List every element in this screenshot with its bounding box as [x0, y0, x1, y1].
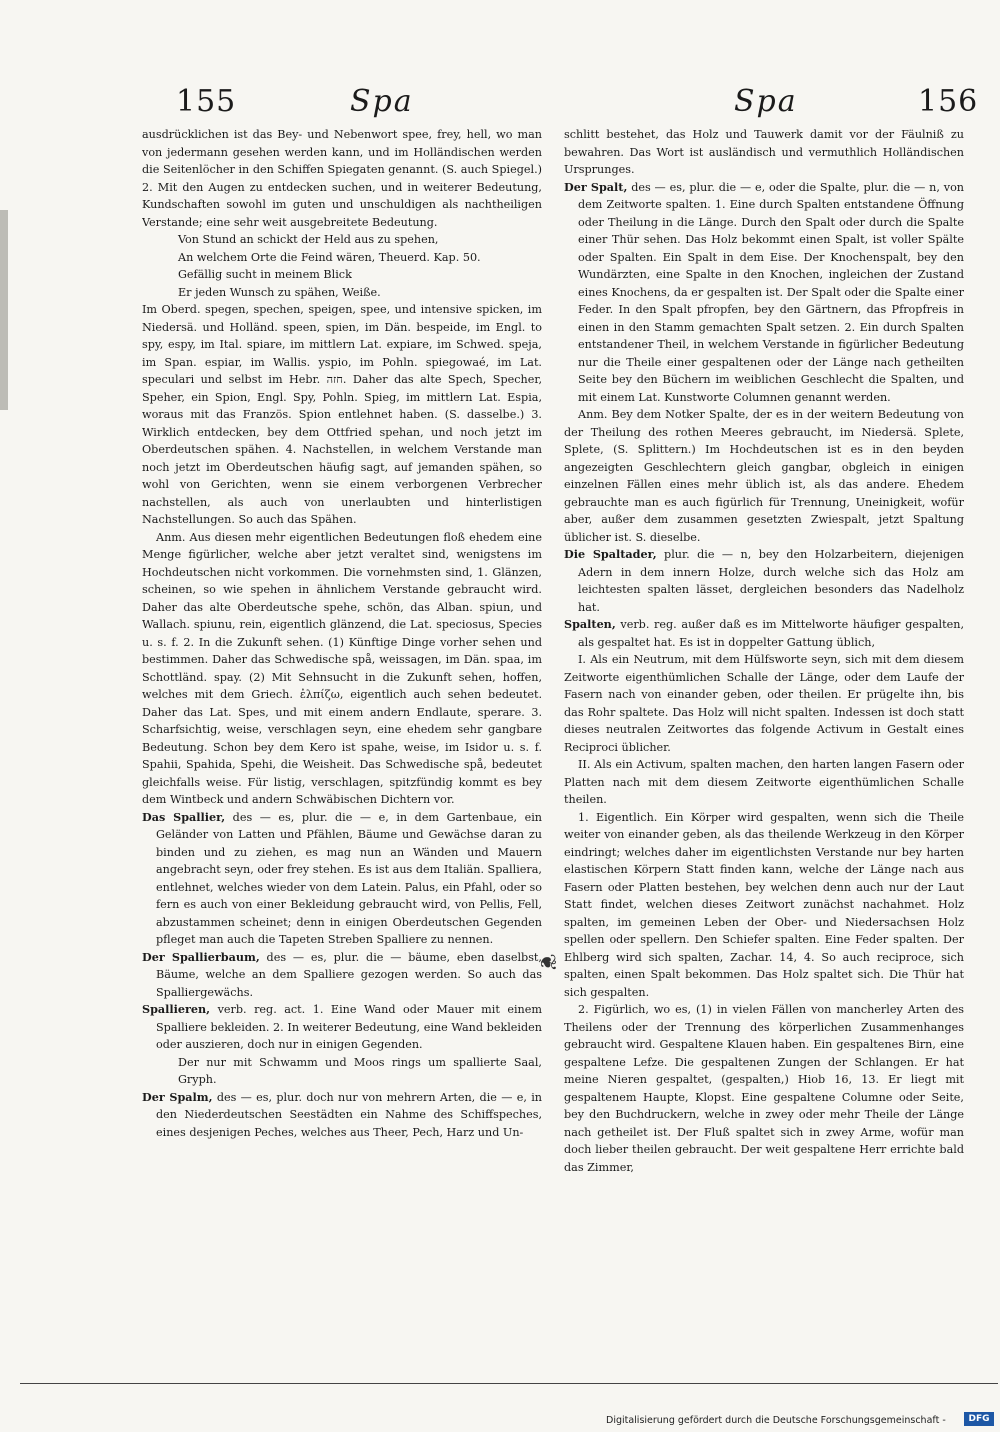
- paragraph-text: Anm. Aus diesen mehr eigentlichen Bedeutungen floß ehedem eine Menge figürlicher, welche aber jetzt veraltet sind, wenigstens im Hochdeutschen nicht vorkommen. Die vornehmsten sind, 1. Glänzen, scheinen, so wie spehen in ähnlichem Verstande gebraucht wird. Daher das alte Oberdeutsche spehe, schön, das Alban. spiun, und Wallach. spiunu, rein, eigentlich glänzend, die Lat. speciosus, Species u. s. f. 2. In die Zukunft sehen. (1) Künftige Dinge vorher sehen und bestimmen. Daher das Schwedische spå, weissagen, im Dän. spaa, im Schottländ. spay. (2) Mit Sehnsucht in die Zukunft sehen, hoffen, welches mit dem Griech. ἐλπίζω, eigentlich auch sehen bedeutet. Daher das Lat. Spes, und mit einem andern Endlaute, sperare. 3. Scharfsichtig, weise, verschlagen seyn, eine ehedem sehr gangbare Bedeutung. Schon bey dem Kero ist spahe, weise, im Isidor u. s. f. Spahii, Spahida, Spehi, die Weisheit. Das Schwedische spå, bedeutet gleichfalls weise. Für listig, verschlagen, spitzfündig kommt es bey dem Wintbeck und andern Schwäbischen Dichtern vor.: [142, 530, 542, 806]
- paragraph-text: Anm. Bey dem Notker Spalte, der es in der weitern Bedeutung von der Theilung des rothen Meeres gebraucht, im Niedersä. Splete, Splete, (S. Splittern.) Im Hochdeutschen ist es in den beyden angezeigten Geschlechtern gleich gangbar, obgleich in einigen einzelnen Fällen eines mehr üblich ist, als das andere. Ehedem gebrauchte man es auch figürlich für Trennung, Uneinigkeit, wofür aber, außer dem zusammen gesetzten Zwiespalt, jetzt Spaltung üblicher ist. S. dieselbe.: [564, 408, 964, 544]
- paragraph-text: verb. reg. act. 1. Eine Wand oder Mauer mit einem Spalliere bekleiden. 2. In weiterer Bedeutung, eine Wand bekleiden oder auszieren, doch nur in einigen Gegenden.: [156, 1003, 542, 1051]
- paragraph-text: des — es, plur. die — e, oder die Spalte, plur. die — n, von dem Zeitworte spalten. 1. Eine durch Spalten entstandene Öffnung oder Theilung in die Länge. Durch den Spalt oder durch die Spalte einer Thür sehen. Das Holz bekommt einen Spalt, ist voller Spälte oder Spalten. Ein Spalt in dem Eise. Der Knochenspalt, bey den Wundärzten, eine Spalte in den Knochen, ingleichen der Zustand eines Knochens, da er gespalten ist. Der Spalt oder die Spalte einer Feder. In den Spalt pfropfen, bey den Gärtnern, das Pfropfreis in einen in den Stamm gemachten Spalt setzen. 2. Ein durch Spalten entstandener Theil, in welchem Verstande in figürlicher Bedeutung nur die Theile einer gespaltenen oder der Länge nach getheilten Seite bey den Büchern im weiblichen Geschlecht die Spalten, und mit einem Lat. Kunstworte Columnen genannt werden.: [578, 180, 964, 404]
- paragraph: [142, 529, 542, 809]
- left-page-number: 155: [176, 84, 237, 119]
- paragraph: [142, 266, 542, 284]
- right-page-number: 156: [918, 84, 979, 119]
- paragraph: [142, 1054, 542, 1089]
- paragraph-text: Er jeden Wunsch zu spähen, Weiße.: [178, 285, 381, 299]
- paragraph-text: des — es, plur. die — e, in dem Gartenbaue, ein Geländer von Latten und Pfählen, Bäume und Gewächse daran zu binden und zu ziehen, es mag nun an Wänden und Mauern angebracht seyn, oder frey stehen. Es ist aus dem Italiän. Spalliera, entlehnet, welches wieder von dem Latein. Palus, ein Pfahl, oder so fern es auch von einer Bekleidung gebraucht wird, von Pellis, Fell, abzustammen scheinet; denn in einigen Oberdeutschen Gegenden pfleget man auch die Tapeten Streben Spalliere zu nennen.: [156, 810, 542, 946]
- entry-headword: Spalten,: [564, 617, 616, 631]
- paragraph: [142, 809, 542, 949]
- paragraph: [564, 1001, 964, 1176]
- dfg-logo: DFG: [964, 1412, 994, 1426]
- right-text-column: [564, 126, 964, 1346]
- entry-headword: Spallieren,: [142, 1002, 211, 1016]
- paragraph-text: An welchem Orte die Feind wären, Theuerd. Kap. 50.: [178, 250, 481, 264]
- paragraph: [564, 406, 964, 546]
- entry-headword: Die Spaltader,: [564, 547, 657, 561]
- paragraph: [142, 231, 542, 249]
- paragraph-text: verb. reg. außer daß es im Mittelworte häufiger gespalten, als gespaltet hat. Es ist in doppelter Gattung üblich,: [578, 618, 964, 649]
- paragraph: [142, 949, 542, 1002]
- left-text-column: [142, 126, 542, 1206]
- paragraph-text: 2. Figürlich, wo es, (1) in vielen Fällen von mancherley Arten des Theilens oder der Trennung des körperlichen Zusammenhanges gebraucht wird. Gespaltene Klauen haben. Ein gespaltenes Birn, eine gespaltene Lefze. Die gespaltenen Zungen der Schlangen. Er hat meine Nieren gespaltet, (gespalten,) Hiob 16, 13. Er liegt mit gespaltenem Haupte, Klopst. Eine gespaltene Columne oder Seite, bey den Buchdruckern, welche in zwey oder mehr Theile der Länge nach getheilet ist. Der Fluß spaltet sich in zwey Arme, wofür man doch lieber theilen gebraucht. Der weit gespaltene Herr errichte bald das Zimmer,: [564, 1003, 964, 1174]
- footer-rule: [20, 1383, 998, 1384]
- paragraph: [564, 546, 964, 616]
- paragraph: [142, 1001, 542, 1054]
- paragraph-text: Im Oberd. spegen, spechen, speigen, spee, und intensive spicken, im Niedersä. und Holländ. speen, spien, im Dän. bespeide, im Engl. to spy, espy, im Ital. spiare, im mittlern Lat. expiare, im Schwed. speja, im Span. espiar, im Wallis. yspio, im Pohln. spiegowaé, im Lat. speculari und selbst im Hebr. חזה. Daher das alte Spech, Specher, Speher, ein Spion, Engl. Spy, Pohln. Spieg, im mittlern Lat. Espia, woraus mit das Französ. Spion entlehnet haben. (S. dasselbe.) 3. Wirklich entdecken, bey dem Ottfried spehan, und noch jetzt im Oberdeutschen spähen. 4. Nachstellen, in welchem Verstande man noch jetzt im Oberdeutschen häufig sagt, auf jemanden spähen, so wohl von Gerichten, wenn sie einem verborgenen Verbrecher nachstellen, als auch von unerlaubten und hinterlistigen Nachstellungen. So auch das Spähen.: [142, 303, 542, 526]
- entry-headword: Der Spalm,: [142, 1089, 213, 1104]
- paragraph-text: schlitt bestehet, das Holz und Tauwerk damit vor der Fäulniß zu bewahren. Das Wort ist ausländisch und vermuthlich Holländischen Ursprunges.: [564, 128, 964, 176]
- entry-headword: Der Spalt,: [564, 179, 628, 194]
- paragraph-text: des — es, plur. die — bäume, eben daselbst, Bäume, welche an dem Spalliere gezogen werden. So auch das Spalliergewächs.: [156, 950, 542, 999]
- entry-headword: Der Spallierbaum,: [142, 949, 260, 964]
- digitization-credit: Digitalisierung gefördert durch die Deutsche Forschungsgemeinschaft -: [606, 1415, 946, 1426]
- paragraph: [142, 284, 542, 302]
- paragraph-text: ausdrücklichen ist das Bey- und Nebenwort spee, frey, hell, wo man von jedermann gesehen werden kann, und im Holländischen werden die Seitenlöcher in den Schiffen Spiegaten genannt. (S. auch Spiegel.) 2. Mit den Augen zu entdecken suchen, und in weiterer Bedeutung, Kundschaften sowohl im guten und unschuldigen als nachtheiligen Verstande; eine sehr weit ausgebreitete Bedeutung.: [142, 128, 542, 229]
- paragraph: [564, 809, 964, 1002]
- paragraph: [564, 651, 964, 756]
- paragraph-text: II. Als ein Activum, spalten machen, den harten langen Fasern oder Platten nach mit dem diesem Zeitworte eigenthümlichen Schalle theilen.: [564, 758, 964, 806]
- paragraph-text: Der nur mit Schwamm und Moos rings um spallierte Saal, Gryph.: [178, 1055, 542, 1086]
- paragraph: [564, 616, 964, 651]
- paragraph-text: I. Als ein Neutrum, mit dem Hülfsworte seyn, sich mit dem diesem Zeitworte eigenthümlichen Schalle der Länge, oder dem Laufe der Fasern nach von einander geben, oder theilen. Er prügelte ihn, bis das Rohr spaltete. Das Holz will nicht spalten. Indessen ist doch statt dieses neutralen Zeitwortes das folgende Activum in Gestalt eines Reciproci üblicher.: [564, 653, 964, 754]
- right-running-head: Spa: [734, 84, 798, 119]
- paragraph: [564, 126, 964, 179]
- paragraph-text: Gefällig sucht in meinem Blick: [178, 268, 352, 281]
- paragraph: [564, 179, 964, 407]
- scan-edge-shadow: [0, 210, 8, 410]
- paragraph-text: plur. die — n, bey den Holzarbeitern, diejenigen Adern in dem innern Holze, durch welche sich das Holz am leichtesten spalten lässet, dergleichen besonders das Nadelholz hat.: [578, 548, 964, 614]
- paragraph-text: 1. Eigentlich. Ein Körper wird gespalten, wenn sich die Theile weiter von einander geben, als das theilende Werkzeug in den Körper eindringt; welches daher im eigentlichsten Verstande nur bey harten elastischen Körpern Statt finden kann, welche der Länge nach aus Fasern oder Platten bestehen, bey welchen denn auch nur der Laut Statt findet, welchen dieses Zeitwort zunächst nachahmet. Holz spalten, im gemeinen Leben der Ober- und Niedersachsen Holz spellen oder spellern. Den Schiefer spalten. Eine Feder spalten. Der Ehlberg wird sich spalten, Zachar. 14, 4. So auch reciproce, sich spalten, einen Spalt bekommen. Das Holz spaltet sich. Die Thür hat sich gespalten.: [564, 810, 964, 999]
- entry-headword: Das Spallier,: [142, 809, 226, 824]
- paragraph-text: des — es, plur. doch nur von mehrern Arten, die — e, in den Niederdeutschen Seestädten ein Nahme des Schiffspeches, eines desjenigen Peches, welches aus Theer, Pech, Harz und Un-: [156, 1090, 542, 1139]
- left-running-head: Spa: [350, 84, 414, 119]
- paragraph: [142, 126, 542, 231]
- paragraph-text: Von Stund an schickt der Held aus zu spehen,: [178, 233, 439, 246]
- paragraph: [142, 249, 542, 267]
- paragraph: [142, 1089, 542, 1142]
- gutter-ornament-icon: ❦: [534, 953, 560, 972]
- paragraph: [142, 301, 542, 529]
- paragraph: [564, 756, 964, 809]
